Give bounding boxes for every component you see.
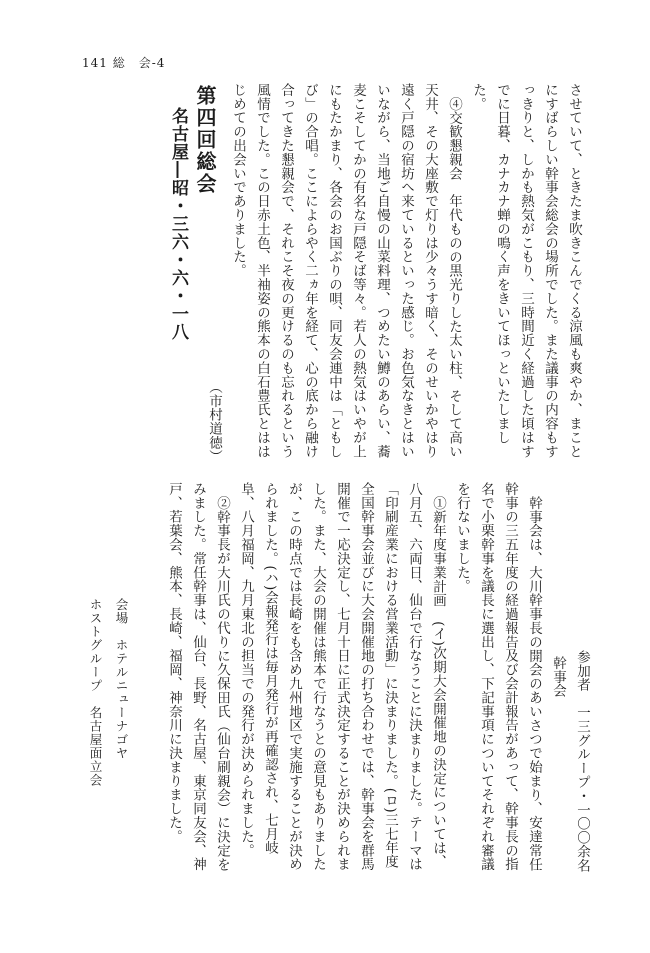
paragraph-secretary-change: ②幹事長が大川氏の代りに久保田氏（仙台刷親会）に決定をみました。常任幹事は、仙台、長野、名古屋、東京同友会、神戸、若葉会、熊本、長崎、福岡、神奈川に決まりました。 [166, 482, 230, 872]
participants-line: 参加者 一三グループ・一〇〇余名 [574, 649, 590, 872]
paragraph-meeting-opening: 幹事会は、大川幹事長の開会のあいさつで始まり、安達常任幹事の三五年度の経過報告及び会計報告があって、幹事長の指名で小栗幹事を議長に選出し、下記事項についてそれぞれ審議を行ないました。 [454, 482, 542, 872]
author-signature: （市村道徳） [206, 379, 222, 463]
paragraph-previous-report: させていて、ときたま吹きこんでくる涼風も爽やか、まことにすばらしい幹事会総会の場所でした。また議事の内容もすっきりと、しかも熱気がこもり、三時間近く経過した頃はすでに日暮、カナカナ蝉の鳴く声をきいてほっといたしました。 [470, 83, 582, 459]
paragraph-social-gathering: ④交歓懇親会 年代ものの黒光りした太い柱、そして高い天井、その大座敷で灯りは少々うす暗く、そのせいかやはり遠く戸隠の宿坊へ来ているといった感じ。お色気なきとはいいながら、当地ご自慢の山菜料理、つめたい鱒のあらい、蕎麦こそしてかの有名な戸隠そば等々。若人の熱気はいやが上にもたかまり、各会のお国ぶりの唄、同友会連中は「ともしび」の合唱。ここによらやく二ヵ年を経て、心の底から融け合ってきた懇親会で、それこそ夜の更けるのも忘れるという風情でした。この日赤土色、半袖姿の熊本の白石豊氏とははじめての出会いでありました。 [230, 83, 462, 459]
section-title-place-date: 名古屋―昭・三六・六・一八 [168, 107, 188, 341]
section-title-main: 第四回総会 [193, 85, 217, 195]
section-title [166, 85, 220, 341]
venue-line: 会場 ホテルニューナゴヤ [114, 598, 129, 760]
subheading-secretariat-meeting: 幹事会 [550, 656, 566, 698]
lower-text-block [80, 482, 594, 872]
upper-text-block [206, 83, 586, 463]
page-header: 141 総 会-4 [82, 56, 166, 70]
host-group-line: ホストグループ 名古屋面立会 [88, 598, 103, 787]
paragraph-business-plan: ①新年度事業計画 (イ)次期大会開催地の決定については、八月五、六両日、仙台で行なうことに決まりました。テーマは「印刷産業における営業活動」に決まりました。(ロ)三七年度全国幹事会並びに大会開催地の打ち合わせでは、幹事会を群馬開催で一応決定し、七月十日に正式決定することが決められました。また、大会の開催は熊本で行なうとの意見もありましたが、この時点では長崎をも含め九州地区で実施することが決められました。(ハ)会報発行は毎月発行が再確認され、七月岐阜、八月福岡、九月東北の担当での発行が決められました。 [238, 482, 446, 872]
